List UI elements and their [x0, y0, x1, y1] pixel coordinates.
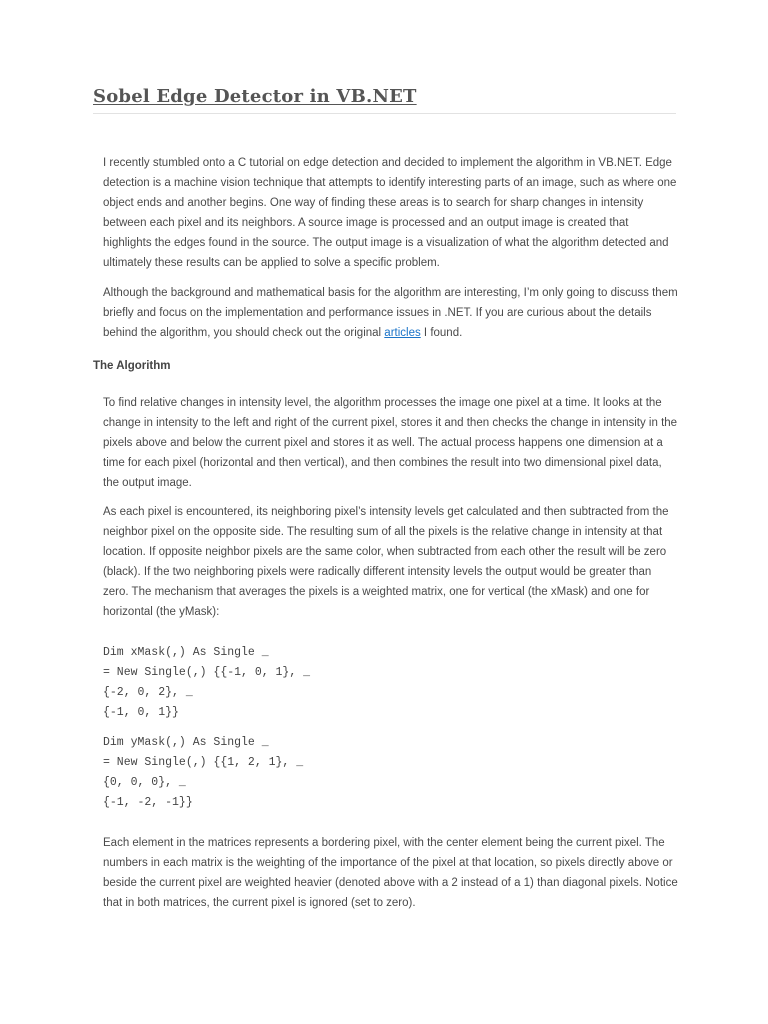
page-title: Sobel Edge Detector in VB.NET	[93, 86, 417, 107]
code-block-xmask: Dim xMask(,) As Single _ = New Single(,) {{-1, 0, 1}, _ {-2, 0, 2}, _ {-1, 0, 1}}	[103, 646, 311, 719]
title-divider	[93, 113, 676, 114]
code-block-ymask: Dim yMask(,) As Single _ = New Single(,) {{1, 2, 1}, _ {0, 0, 0}, _ {-1, -2, -1}}	[103, 736, 304, 809]
section-heading-algorithm: The Algorithm	[93, 360, 171, 372]
articles-link[interactable]: articles	[384, 327, 421, 339]
intro-paragraph-2	[103, 283, 678, 343]
algorithm-paragraph-2: As each pixel is encountered, its neighboring pixel’s intensity levels get calculated and then subtracted from the neighbor pixel on the opposite side. The resulting sum of all the pixels is the relative change in intensity at that location. If opposite neighbor pixels are the same color, when subtracted from each other the result will be zero (black). If the two neighboring pixels were radically different intensity levels the output would be greater than zero. The mechanism that averages the pixels is a weighted matrix, one for vertical (the xMask) and one for horizontal (the yMask):	[103, 506, 669, 618]
intro-paragraph-2-text-after: I found.	[420, 327, 463, 339]
intro-paragraph-2-text-before: Although the background and mathematical basis for the algorithm are interesting, I’m only going to discuss them briefly and focus on the implementation and performance issues in .NET. If you are curious about the details behind the algorithm, you should check out the original	[103, 287, 678, 339]
algorithm-paragraph-1: To find relative changes in intensity level, the algorithm processes the image one pixel at a time. It looks at the change in intensity to the left and right of the current pixel, stores it and then checks the change in intensity in the pixels above and below the current pixel and stores it as well. The actual process happens one dimension at a time for each pixel (horizontal and then vertical), and then combines the result into two dimensional pixel data, the output image.	[103, 397, 678, 489]
algorithm-paragraph-3: Each element in the matrices represents a bordering pixel, with the center element being the current pixel. The numbers in each matrix is the weighting of the importance of the pixel at that location, so pixels directly above or beside the current pixel are weighted heavier (denoted above with a 2 instead of a 1) than diagonal pixels. Notice that in both matrices, the current pixel is ignored (set to zero).	[103, 837, 678, 909]
intro-paragraph-1: I recently stumbled onto a C tutorial on edge detection and decided to implement the algorithm in VB.NET. Edge detection is a machine vision technique that attempts to identify interesting parts of an image, such as where one object ends and another begins. One way of finding these areas is to search for sharp changes in intensity between each pixel and its neighbors. A source image is processed and an output image is created that highlights the edges found in the source. The output image is a visualization of what the algorithm detected and ultimately these results can be applied to solve a specific problem.	[103, 157, 677, 269]
